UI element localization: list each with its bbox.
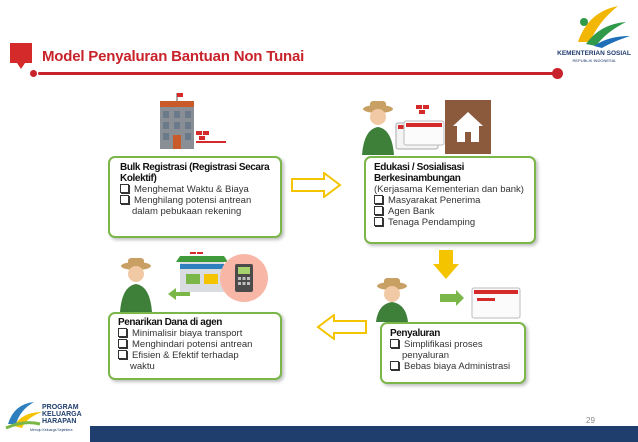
- registrasi-box: [108, 156, 282, 238]
- checkbox-bullet-icon: [120, 184, 129, 193]
- edukasi-note: (Kerjasama Kementerian dan bank): [374, 184, 524, 195]
- farmer-receiving-card-icon: [372, 278, 522, 322]
- logo-name: KEMENTERIAN SOSIAL: [557, 50, 631, 57]
- penarikan-box: [108, 312, 282, 380]
- farmer-at-agent-icon: [118, 252, 272, 312]
- pkh-program: PROGRAM: [42, 404, 79, 411]
- checkbox-bullet-icon: [374, 217, 383, 226]
- list-item: Efisien & Efektif terhadap: [118, 350, 274, 361]
- list-item: Masyarakat Penerima: [374, 195, 528, 206]
- page-title: Model Penyaluran Bantuan Non Tunai: [42, 48, 305, 65]
- title-underline: [38, 72, 558, 75]
- list-item: Menghilang potensi antrean: [120, 195, 272, 206]
- list-item: Agen Bank: [374, 206, 528, 217]
- pkh-logo-icon: [4, 398, 44, 432]
- checkbox-bullet-icon: [118, 339, 127, 348]
- title-line-dot-left: [30, 70, 37, 77]
- bank-building-icon: [150, 93, 250, 151]
- page-number: 29: [586, 416, 595, 425]
- checkbox-bullet-icon: [374, 206, 383, 215]
- pkh-harapan: HARAPAN: [42, 418, 77, 425]
- penarikan-heading: Penarikan Dana di agen: [118, 317, 223, 328]
- checkbox-bullet-icon: [390, 361, 399, 370]
- penyaluran-box: [380, 322, 526, 384]
- edukasi-box: [364, 156, 536, 244]
- title-marker: [10, 43, 32, 63]
- footer-bar: [90, 426, 638, 442]
- list-item-continuation: dalam pebukaan rekening: [132, 206, 242, 217]
- list-item-continuation: penyaluran: [402, 350, 450, 361]
- pkh-slogan: Menuju Keluarga Sejahtera: [30, 428, 73, 432]
- arrow-left-icon: [316, 314, 368, 340]
- checkbox-bullet-icon: [118, 328, 127, 337]
- checkbox-bullet-icon: [390, 339, 399, 348]
- arrow-down-icon: [432, 250, 460, 280]
- list-item-continuation: waktu: [130, 361, 155, 372]
- list-item: Menghindari potensi antrean: [118, 339, 274, 350]
- checkbox-bullet-icon: [374, 195, 383, 204]
- list-item: Simplifikasi proses: [390, 339, 518, 350]
- edukasi-heading: Edukasi / Sosialisasi Berkesinambungan: [374, 162, 464, 184]
- list-item: Menghemat Waktu & Biaya: [120, 184, 272, 195]
- logo-subtitle: REPUBLIK INDONESIA: [572, 58, 616, 63]
- list-item: Minimalisir biaya transport: [118, 328, 274, 339]
- arrow-right-icon: [290, 172, 342, 198]
- pkh-logo-text: [42, 404, 82, 425]
- checkbox-bullet-icon: [118, 350, 127, 359]
- list-item: Tenaga Pendamping: [374, 217, 528, 228]
- pkh-keluarga: KELUARGA: [42, 411, 82, 418]
- penyaluran-heading: Penyaluran: [390, 328, 440, 339]
- list-item: Bebas biaya Administrasi: [390, 361, 518, 372]
- registrasi-heading: Bulk Registrasi (Registrasi Secara Kolektif): [120, 162, 270, 184]
- house-icon: [445, 100, 491, 154]
- checkbox-bullet-icon: [120, 195, 129, 204]
